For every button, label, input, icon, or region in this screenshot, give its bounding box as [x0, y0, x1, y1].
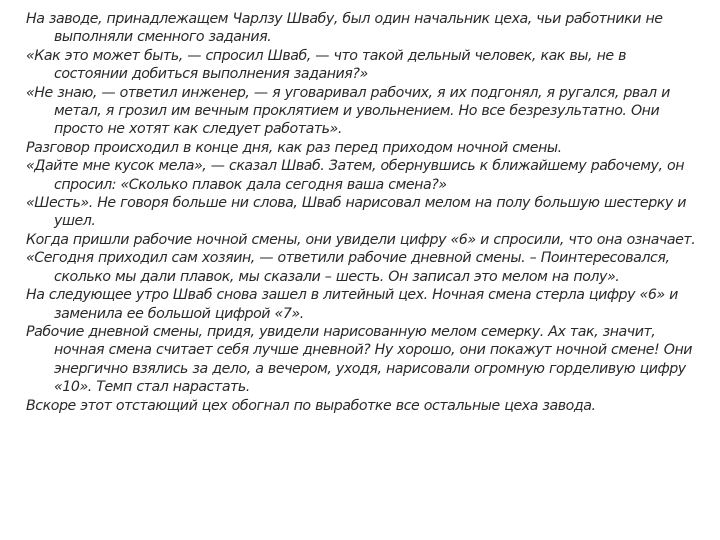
- paragraph-7: Когда пришли рабочие ночной смены, они увидели цифру «6» и спросили, что она означает.: [26, 231, 696, 248]
- paragraph-3: «Не знаю, — ответил инженер, — я уговаривал рабочих, я их подгонял, я ругался, рвал и метал, я грозил им вечным проклятием и увольнением. Но все безрезультатно. Они просто не хотят как следует работать».: [26, 84, 670, 138]
- paragraph-6: «Шесть». Не говоря больше ни слова, Шваб нарисовал мелом на полу большую шестерку и ушел.: [26, 195, 687, 230]
- paragraph-10: Рабочие дневной смены, придя, увидели нарисованную мелом семерку. Ах так, значит, ночная смена считает себя лучше дневной? Ну хорошо, они покажут ночной смене! Они энергично взялись за дело, а вечером, уходя, нарисовали огромную горделивую цифру «10». Темп стал нарастать.: [26, 323, 693, 396]
- paragraph-8: «Сегодня приходил сам хозяин, — ответили рабочие дневной смены. – Поинтересовался, сколько мы дали плавок, мы сказали – шесть. Он записал это мелом на полу».: [26, 250, 670, 285]
- paragraph-2: «Как это может быть, — спросил Шваб, — что такой дельный человек, как вы, не в состоянии добиться выполнения задания?»: [26, 47, 627, 83]
- paragraph-5: «Дайте мне кусок мела», — сказал Шваб. Затем, обернувшись к ближайшему рабочему, он спросил: «Сколько плавок дала сегодня ваша смена?»: [26, 158, 685, 193]
- paragraph-4: Разговор происходил в конце дня, как раз перед приходом ночной смены.: [26, 139, 562, 156]
- document-text: [26, 10, 696, 415]
- paragraph-11: Вскоре этот отстающий цех обогнал по выработке все остальные цеха завода.: [26, 397, 596, 414]
- paragraph-9: На следующее утро Шваб снова зашел в литейный цех. Ночная смена стерла цифру «6» и заменила ее большой цифрой «7».: [26, 287, 678, 322]
- paragraph-1: На заводе, принадлежащем Чарлзу Швабу, был один начальник цеха, чьи работники не выполняли сменного задания.: [26, 11, 663, 46]
